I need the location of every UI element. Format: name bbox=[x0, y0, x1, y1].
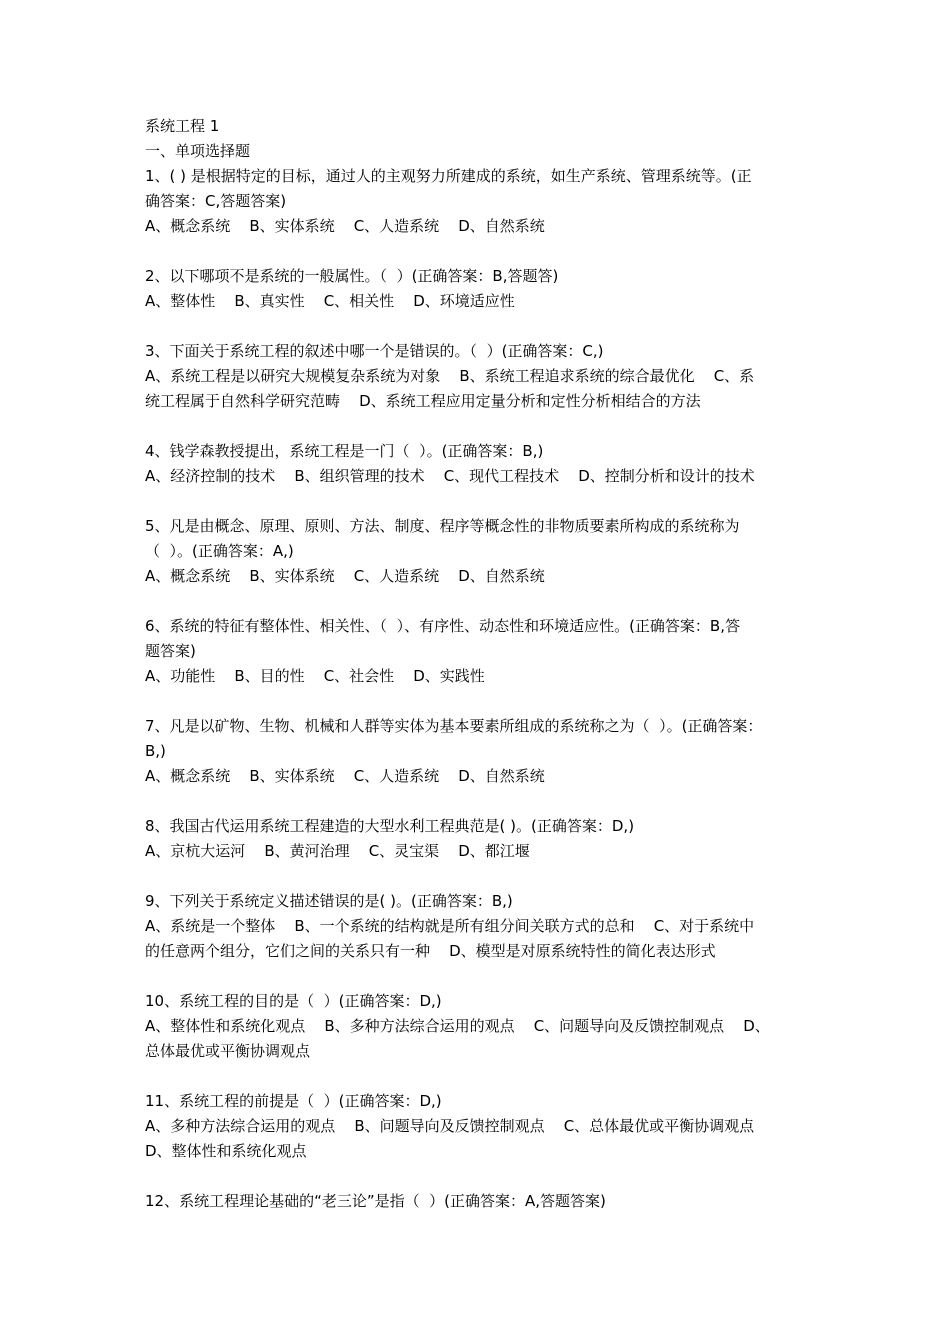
question-8 bbox=[145, 814, 813, 864]
question-12 bbox=[145, 1189, 813, 1214]
question-stem-line: 7、凡是以矿物、生物、机械和人群等实体为基本要素所组成的系统称之为（ ）。(正确答案： bbox=[145, 717, 763, 735]
question-options-line: A、概念系统 B、实体系统 C、人造系统 D、自然系统 bbox=[145, 767, 545, 785]
question-stem-line: 确答案：C,答题答案) bbox=[145, 192, 287, 210]
document-title: 系统工程 1 bbox=[145, 117, 220, 135]
question-5 bbox=[145, 514, 813, 589]
question-stem-line: 12、系统工程理论基础的“老三论”是指（ ）(正确答案：A,答题答案) bbox=[145, 1192, 606, 1210]
question-options-line: A、多种方法综合运用的观点 B、问题导向及反馈控制观点 C、总体最优或平衡协调观点 bbox=[145, 1117, 755, 1135]
question-stem-line: 6、系统的特征有整体性、相关性、（ ）、有序性、动态性和环境适应性。(正确答案：B,答 bbox=[145, 617, 740, 635]
question-options-line: A、系统是一个整体 B、一个系统的结构就是所有组分间关联方式的总和 C、对于系统中 bbox=[145, 917, 755, 935]
question-stem-line: 1、( ) 是根据特定的目标，通过人的主观努力所建成的系统，如生产系统、管理系统等。(正 bbox=[145, 167, 752, 185]
question-1 bbox=[145, 164, 813, 239]
question-stem-line: （ ）。(正确答案：A,) bbox=[145, 542, 294, 560]
question-options-line: A、概念系统 B、实体系统 C、人造系统 D、自然系统 bbox=[145, 217, 545, 235]
question-options-line: A、功能性 B、目的性 C、社会性 D、实践性 bbox=[145, 667, 485, 685]
question-stem-line: 4、钱学森教授提出，系统工程是一门（ ）。(正确答案：B,) bbox=[145, 442, 544, 460]
question-stem-line: B,) bbox=[145, 742, 166, 760]
question-options-line: A、系统工程是以研究大规模复杂系统为对象 B、系统工程追求系统的综合最优化 C、系 bbox=[145, 367, 755, 385]
question-stem-line: 9、下列关于系统定义描述错误的是( )。(正确答案：B,) bbox=[145, 892, 513, 910]
section-heading: 一、单项选择题 bbox=[145, 142, 251, 160]
question-3 bbox=[145, 339, 813, 414]
question-options-line: A、整体性 B、真实性 C、相关性 D、环境适应性 bbox=[145, 292, 515, 310]
question-stem-line: 8、我国古代运用系统工程建造的大型水利工程典范是( )。(正确答案：D,) bbox=[145, 817, 635, 835]
question-stem-line: 5、凡是由概念、原理、原则、方法、制度、程序等概念性的非物质要素所构成的系统称为 bbox=[145, 517, 740, 535]
question-11 bbox=[145, 1089, 813, 1164]
question-options-line: A、京杭大运河 B、黄河治理 C、灵宝渠 D、都江堰 bbox=[145, 842, 530, 860]
question-6 bbox=[145, 614, 813, 689]
question-options-line: 统工程属于自然科学研究范畴 D、系统工程应用定量分析和定性分析相结合的方法 bbox=[145, 392, 701, 410]
question-stem-line: 3、下面关于系统工程的叙述中哪一个是错误的。（ ）(正确答案：C,) bbox=[145, 342, 604, 360]
question-options-line: A、经济控制的技术 B、组织管理的技术 C、现代工程技术 D、控制分析和设计的技术 bbox=[145, 467, 755, 485]
question-stem-line: 2、以下哪项不是系统的一般属性。（ ）(正确答案：B,答题答) bbox=[145, 267, 559, 285]
question-stem-line: 题答案) bbox=[145, 642, 196, 660]
question-options-line: 的任意两个组分，它们之间的关系只有一种 D、模型是对原系统特性的简化表达形式 bbox=[145, 942, 716, 960]
question-7 bbox=[145, 714, 813, 789]
question-10 bbox=[145, 989, 813, 1064]
question-stem-line: 11、系统工程的前提是（ ）(正确答案：D,) bbox=[145, 1092, 442, 1110]
question-options-line: A、整体性和系统化观点 B、多种方法综合运用的观点 C、问题导向及反馈控制观点 D、 bbox=[145, 1017, 770, 1035]
question-options-line: A、概念系统 B、实体系统 C、人造系统 D、自然系统 bbox=[145, 567, 545, 585]
document-page bbox=[145, 114, 813, 1214]
question-options-line: D、整体性和系统化观点 bbox=[145, 1142, 307, 1160]
question-9 bbox=[145, 889, 813, 964]
question-list bbox=[145, 164, 813, 1214]
question-stem-line: 10、系统工程的目的是（ ）(正确答案：D,) bbox=[145, 992, 442, 1010]
question-options-line: 总体最优或平衡协调观点 bbox=[145, 1042, 311, 1060]
question-4 bbox=[145, 439, 813, 489]
question-2 bbox=[145, 264, 813, 314]
